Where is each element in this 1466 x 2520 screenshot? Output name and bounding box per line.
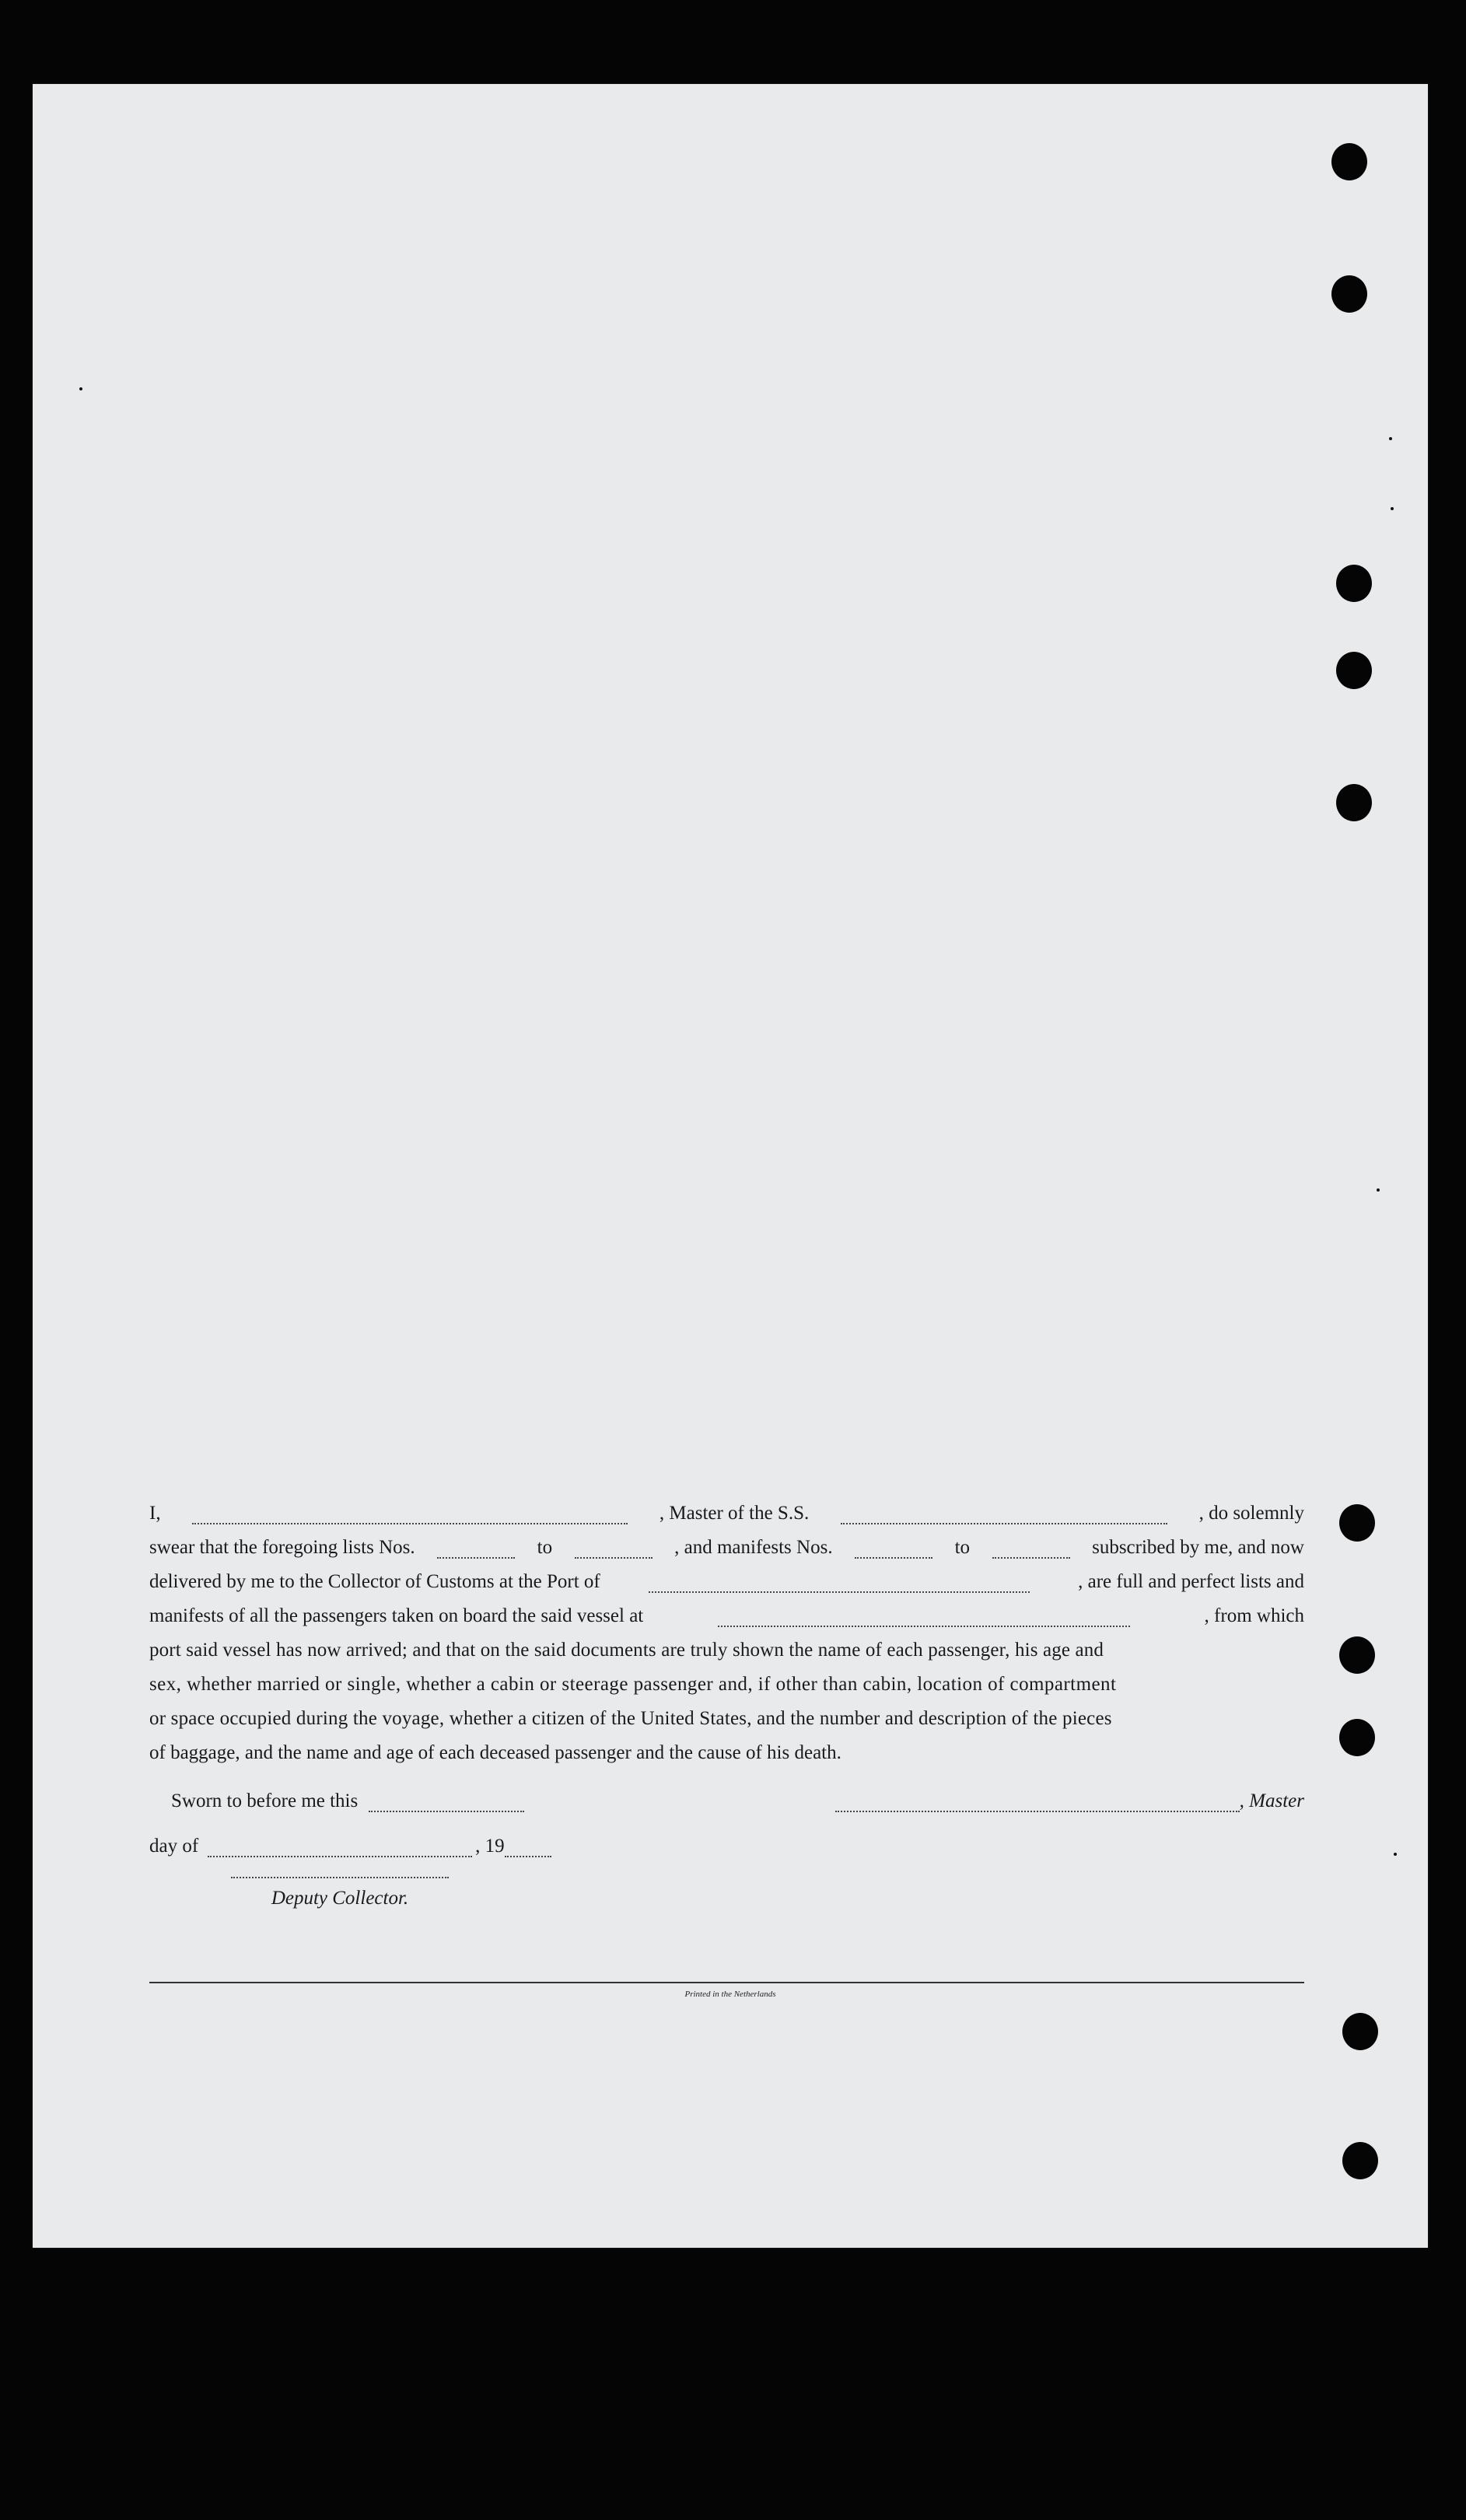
oath-text: delivered by me to the Collector of Customs at the Port of [149, 1571, 600, 1592]
oath-text: I, [149, 1503, 161, 1524]
day-field[interactable] [208, 1839, 472, 1857]
deputy-collector-signature [231, 1877, 449, 1909]
punch-hole [1342, 2013, 1378, 2050]
oath-text: swear that the foregoing lists Nos. [149, 1537, 415, 1558]
oath-line-5 [149, 1635, 1304, 1661]
sworn-date-field[interactable] [369, 1794, 524, 1812]
manifest-page [33, 84, 1428, 2248]
oath-text: port said vessel has now arrived; and that on the said documents are truly shown the name of each passenger, his age and [149, 1640, 1104, 1661]
punch-hole [1339, 1504, 1375, 1542]
oath-text: , from which [1204, 1605, 1304, 1626]
oath-line-8 [149, 1738, 1304, 1764]
punch-hole [1336, 784, 1372, 821]
departure-port-field[interactable] [718, 1608, 1130, 1627]
lists-from-field[interactable] [437, 1540, 515, 1559]
punch-hole [1336, 652, 1372, 689]
deputy-collector-label: Deputy Collector. [271, 1888, 409, 1909]
punch-hole [1336, 565, 1372, 602]
oath-line-1 [149, 1498, 1304, 1524]
manifests-from-field[interactable] [855, 1540, 932, 1559]
manifests-to-field[interactable] [992, 1540, 1070, 1559]
oath-text: of baggage, and the name and age of each deceased passenger and the cause of his death. [149, 1742, 841, 1763]
year-label: , 19 [475, 1836, 505, 1857]
lists-to-field[interactable] [575, 1540, 653, 1559]
oath-text: , do solemnly [1198, 1503, 1304, 1524]
master-signature-field[interactable] [835, 1794, 1240, 1812]
oath-text: subscribed by me, and now [1092, 1537, 1304, 1558]
punch-hole [1342, 2142, 1378, 2179]
punch-hole [1339, 1719, 1375, 1756]
oath-text: , Master of the S.S. [659, 1503, 810, 1524]
oath-text: , are full and perfect lists and [1078, 1571, 1304, 1592]
sworn-line [171, 1786, 1304, 1812]
footer-rule [149, 1982, 1304, 1983]
speck [79, 387, 82, 390]
printed-in-label: Printed in the Netherlands [684, 1990, 776, 1999]
oath-text: to [537, 1537, 553, 1558]
oath-text: manifests of all the passengers taken on board the said vessel at [149, 1605, 644, 1626]
speck [1391, 507, 1394, 510]
year-field[interactable] [505, 1839, 551, 1857]
sworn-label: Sworn to before me this [171, 1790, 359, 1811]
day-label: day of [149, 1836, 199, 1857]
oath-text: to [954, 1537, 971, 1558]
oath-text: sex, whether married or single, whether a cabin or steerage passenger and, if other than cabin, location of compartment [149, 1674, 1117, 1695]
master-label: , Master [1239, 1790, 1304, 1811]
oath-text: , and manifests Nos. [674, 1537, 833, 1558]
speck [1389, 437, 1392, 440]
day-line [149, 1831, 1304, 1857]
oath-line-2 [149, 1532, 1304, 1559]
master-name-field[interactable] [192, 1506, 628, 1524]
oath-line-6 [149, 1669, 1304, 1696]
oath-line-3 [149, 1566, 1304, 1593]
oath-line-4 [149, 1601, 1304, 1627]
punch-hole [1331, 275, 1367, 313]
oath-text: or space occupied during the voyage, whether a citizen of the United States, and the number and description of the pieces [149, 1708, 1112, 1729]
oath-line-7 [149, 1703, 1304, 1730]
port-field[interactable] [649, 1574, 1030, 1593]
ship-name-field[interactable] [841, 1506, 1167, 1524]
punch-hole [1331, 143, 1367, 180]
speck [1377, 1188, 1380, 1192]
speck [1394, 1853, 1397, 1856]
punch-hole [1339, 1636, 1375, 1674]
